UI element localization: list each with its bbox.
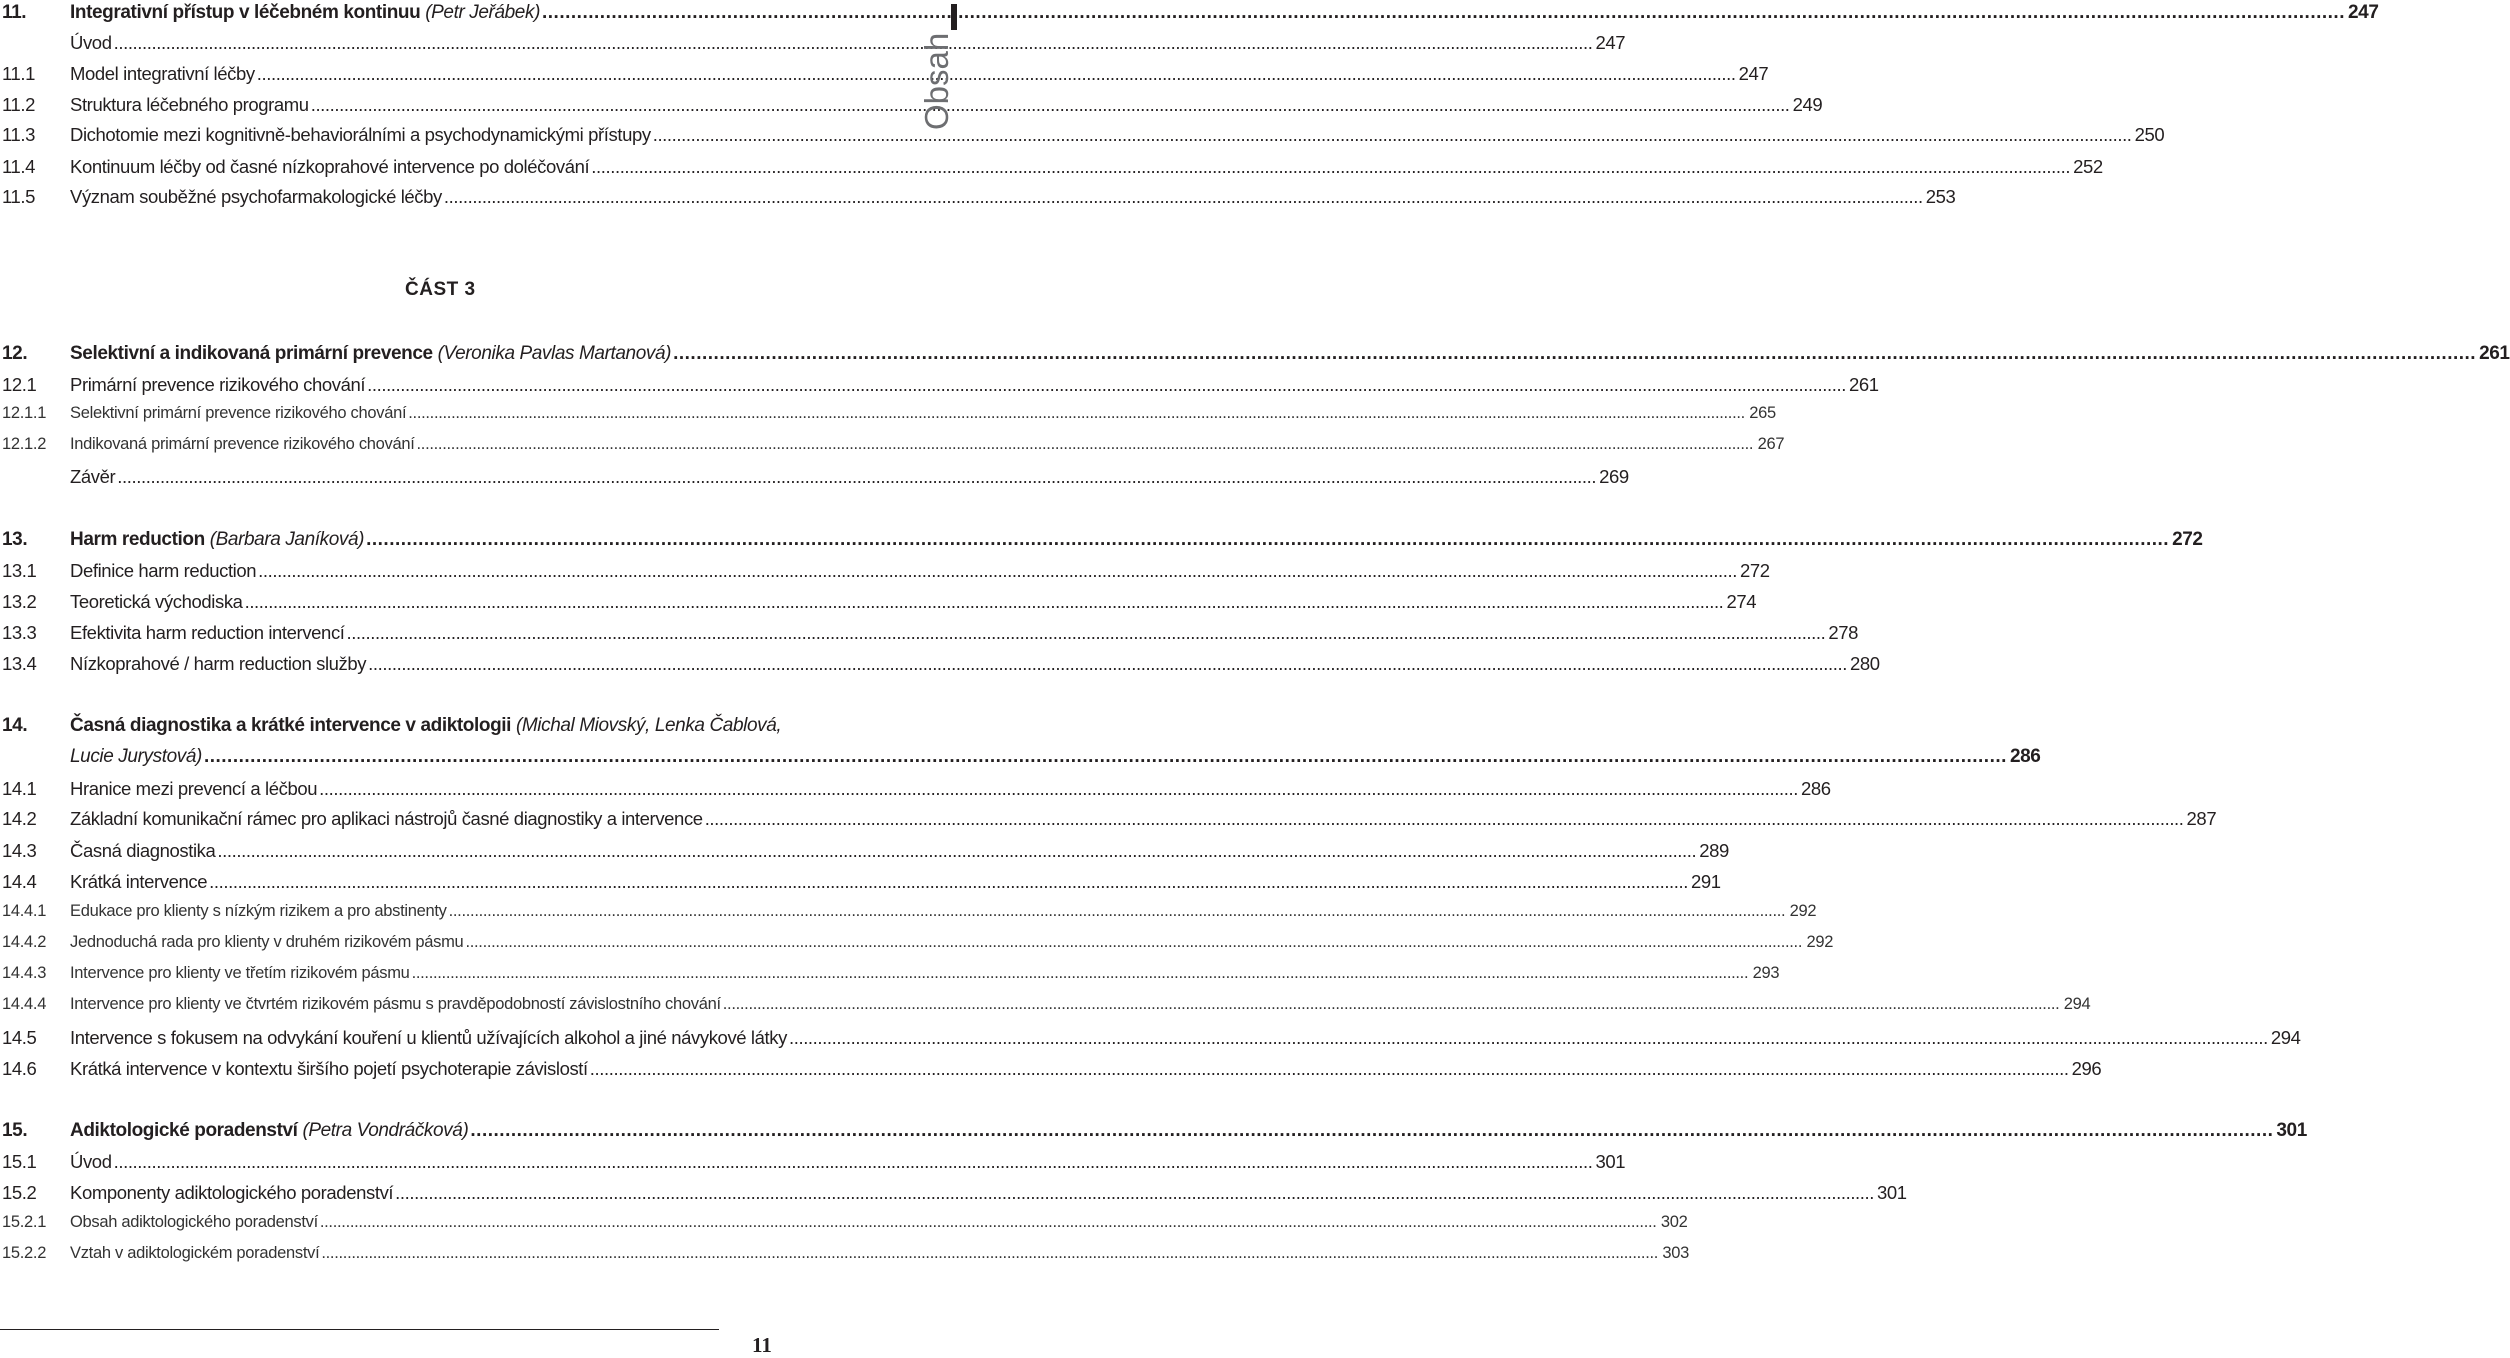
toc-entry-title: Definice harm reduction [70,560,257,581]
toc-leader-dots [590,1058,2069,1080]
toc-entry-author: (Barbara Janíková) [209,529,365,550]
toc-leader-dots [117,466,1596,488]
toc-entry-line [70,871,1721,893]
toc-entry[interactable] [0,1182,1907,1208]
toc-entry-line [70,1151,1626,1173]
toc-entry-line [70,529,2203,551]
toc-entry-title-wrap [70,343,671,365]
toc-entry-title: Primární prevence rizikového chování [70,374,366,395]
toc-entry-title-wrap [70,466,115,488]
toc-entry-page: 302 [1660,1213,1688,1231]
toc-entry[interactable] [0,653,1880,679]
toc-entry-title-wrap [70,871,207,893]
toc-entry-page: 286 [1801,778,1831,799]
toc-entry-page: 247 [2348,2,2379,23]
toc-entry[interactable] [0,1120,2307,1146]
toc-entry-title: Úvod [70,1151,112,1172]
footer-rule [0,1329,719,1330]
toc-entry-number: 14.4.4 [2,995,47,1013]
toc-entry[interactable] [0,466,1629,492]
toc-entry-page: 267 [1757,435,1785,453]
toc-entry-page: 253 [1925,186,1956,207]
toc-entry-line [70,1027,2301,1049]
toc-entry-title-wrap [70,778,317,800]
toc-entry-title: Základní komunikační rámec pro aplikaci nástrojů časné diagnostiky a intervence [70,808,703,829]
toc-entry-page: 247 [1595,32,1626,53]
toc-entry-number: 15.1 [2,1151,37,1172]
toc-leader-dots [114,32,1593,54]
toc-entry-title-wrap [70,840,215,862]
toc-entry-number: 14.5 [2,1027,37,1048]
toc-entry-title-wrap [70,1058,588,1080]
part-title: ČÁST 3 [405,279,476,300]
toc-entry-title: Intervence s fokusem na odvykání kouření u klientů užívajících alkohol a jiné návykové látky [70,1027,787,1048]
toc-entry-title-wrap [70,1027,787,1049]
toc-entry-page: 272 [1740,560,1770,581]
toc-entry[interactable] [0,343,2510,369]
toc-entry-number: 12.1 [2,374,37,395]
toc-entry-title: Efektivita harm reduction intervencí [70,622,345,643]
toc-entry-page: 261 [1848,374,1879,395]
toc-entry[interactable] [0,840,1729,866]
page-number: 11 [752,1333,772,1357]
toc-entry-title: Intervence pro klienty ve třetím rizikovém pásmu [70,964,410,982]
toc-entry-page: 247 [1738,63,1769,84]
toc-entry-line [70,374,1879,396]
toc-entry[interactable] [0,591,1757,617]
toc-leader-dots [673,343,2476,365]
toc-entry-page: 269 [1599,466,1629,487]
toc-entry-title-wrap [70,1151,112,1173]
toc-entry-number: 11.2 [2,94,36,115]
toc-entry-page: 274 [1726,591,1757,612]
toc-entry-title: Intervence pro klienty ve čtvrtém rizikovém pásmu s pravděpodobností závislostního chování [70,995,721,1013]
toc-entry-title-wrap [70,902,447,921]
toc-leader-dots [408,404,1745,423]
toc-entry-title: Obsah adiktologického poradenství [70,1213,318,1231]
toc-entry-page: 287 [2186,808,2217,829]
toc-entry[interactable] [0,902,1817,928]
toc-entry-number: 13.3 [2,622,37,643]
toc-entry-line [70,622,1859,644]
toc-entry-page: 250 [2134,124,2165,145]
toc-entry[interactable] [0,746,2041,772]
toc-entry[interactable] [0,124,2165,150]
toc-entry-title: Kontinuum léčby od časné nízkoprahové intervence po doléčování [70,156,590,177]
toc-entry-line [70,2,2379,24]
toc-entry-title: Harm reduction [70,529,205,550]
toc-leader-dots [705,808,2184,830]
toc-entry-number: 14.6 [2,1058,37,1079]
toc-entry-page: 249 [1792,94,1823,115]
toc-entry-title: Komponenty adiktologického poradenství [70,1182,394,1203]
toc-entry-number: 14.4 [2,871,37,892]
toc-entry-title-wrap [70,746,202,768]
toc-entry-title-wrap [70,374,365,396]
toc-entry-title-wrap [70,808,703,830]
toc-leader-dots [417,435,1754,454]
toc-entry-number: 12.1.1 [2,404,47,422]
toc-leader-dots [542,2,2345,24]
toc-entry-line [70,964,1780,983]
toc-entry-title-wrap [70,63,255,85]
toc-entry-number: 14.4.2 [2,933,47,951]
toc-leader-dots [245,591,1724,613]
toc-entry-number: 14.1 [2,778,37,799]
toc-entry[interactable] [0,32,1626,58]
toc-leader-dots [653,124,2132,146]
toc-entry[interactable] [0,156,2103,182]
toc-entry-title: Časná diagnostika [70,840,216,861]
toc-entry-title: Indikovaná primární prevence rizikového chování [70,435,415,453]
toc-entry-title-wrap [70,404,406,423]
toc-entry-line [70,435,1785,454]
toc-entry-line [70,933,1834,952]
toc-entry-author: (Petr Jeřábek) [425,2,540,23]
toc-entry-title-wrap [70,529,364,551]
toc-entry-title: Integrativní přístup v léčebném kontinuu [70,2,421,23]
toc-entry-page: 296 [2071,1058,2102,1079]
toc-entry-title: Jednoduchá rada pro klienty v druhém rizikovém pásmu [70,933,464,951]
toc-entry-line [70,715,864,737]
toc-entry-page: 278 [1828,622,1859,643]
toc-entry-line [70,63,1769,85]
toc-entry-number: 11. [2,2,27,23]
toc-leader-dots [444,186,1923,208]
toc-entry-title-wrap [70,1244,319,1263]
toc-leader-dots [204,746,2007,768]
toc-entry-line [70,1213,1688,1232]
toc-entry-title: Edukace pro klienty s nízkým rizikem a pro abstinenty [70,902,447,920]
toc-leader-dots [258,560,1737,582]
toc-entry-number: 13.2 [2,591,37,612]
toc-entry-title-wrap [70,933,463,952]
toc-entry-number: 11.1 [2,63,36,84]
toc-entry-title: Selektivní a indikovaná primární prevence [70,343,433,364]
toc-leader-dots [367,374,1846,396]
toc-entry-number: 14.3 [2,840,37,861]
toc-entry-line [70,653,1880,675]
toc-entry[interactable] [0,778,1831,804]
toc-entry-title-wrap [70,156,589,178]
toc-entry-number: 13. [2,529,28,550]
toc-entry-line [70,94,1823,116]
toc-entry-number: 14.2 [2,808,37,829]
toc-entry-number: 15.2.2 [2,1244,47,1262]
toc-leader-dots [465,933,1802,952]
toc-entry-number: 12.1.2 [2,435,47,453]
toc-entry-title-wrap [70,1182,393,1204]
toc-leader-dots [591,156,2070,178]
toc-entry-title: Dichotomie mezi kognitivně-behaviorálními a psychodynamickými přístupy [70,124,651,145]
toc-entry-page: 293 [1752,964,1780,982]
toc-entry-line [70,1244,1690,1263]
toc-entry-number: 14.4.1 [2,902,47,920]
toc-leader-dots [470,1120,2273,1142]
toc-entry-page: 301 [1877,1182,1907,1203]
toc-entry-number: 14.4.3 [2,964,47,982]
toc-entry-page: 292 [1789,902,1817,920]
toc-entry-page: 280 [1850,653,1880,674]
toc-entry-line [70,746,2041,768]
toc-entry-number: 15.2.1 [2,1213,47,1231]
toc-entry-number: 12. [2,343,28,364]
toc-leader-dots [319,778,1798,800]
toc-entry-number: 13.1 [2,560,37,581]
toc-leader-dots [320,1213,1657,1232]
toc-entry-line [70,808,2217,830]
toc-entry-author: (Petra Vondráčková) [302,1120,469,1141]
toc-entry[interactable] [0,63,1769,89]
toc-entry-title-wrap [70,653,366,675]
toc-entry-page: 261 [2479,343,2510,364]
toc-entry-author: (Veronika Pavlas Martanová) [437,343,672,364]
toc-leader-dots [257,63,1736,85]
toc-entry[interactable] [0,404,1776,430]
toc-entry-title: Selektivní primární prevence rizikového chování [70,404,407,422]
toc-entry-number: 15. [2,1120,28,1141]
toc-entry-number: 11.5 [2,186,36,207]
toc-entry[interactable] [0,808,2217,834]
toc-entry-title-wrap [70,186,442,208]
toc-entry-title: Teoretická východiska [70,591,243,612]
toc-entry-title-wrap [70,591,243,613]
toc-leader-dots [366,529,2169,551]
toc-entry-title: Hranice mezi prevencí a léčbou [70,778,318,799]
toc-entry-page: 291 [1691,871,1721,892]
toc-entry[interactable] [0,435,1785,461]
toc-entry-title-wrap [70,94,309,116]
toc-entry-title: Vztah v adiktologickém poradenství [70,1244,320,1262]
toc-entry-line [70,778,1831,800]
toc-entry[interactable] [0,1058,2102,1084]
toc-entry[interactable] [0,1244,1690,1270]
toc-leader-dots [368,653,1847,675]
toc-entry-line [70,466,1629,488]
toc-entry-line [70,156,2103,178]
toc-entry-title: Úvod [70,32,112,53]
toc-leader-dots [412,964,1749,983]
toc-entry-line [70,995,2091,1014]
toc-leader-dots [114,1151,1593,1173]
toc-entry-title: Význam souběžné psychofarmakologické léčby [70,186,442,207]
toc-entry-page: 265 [1749,404,1776,422]
toc-entry-title: Struktura léčebného programu [70,94,309,115]
toc-entry-author: (Michal Miovský, Lenka Čablová, [515,715,782,736]
toc-entry-title-wrap [70,1213,318,1232]
toc-entry-line [70,186,1956,208]
toc-entry-line [70,591,1757,613]
toc-leader-dots [209,871,1688,893]
toc-entry[interactable] [0,1213,1688,1239]
toc-leader-dots [395,1182,1874,1204]
toc-entry-title: Model integrativní léčby [70,63,255,84]
toc-entry-number: 11.4 [2,156,36,177]
toc-entry-line [70,124,2165,146]
toc-entry[interactable] [0,560,1770,586]
toc-entry-line [70,1182,1907,1204]
toc-entry-title-wrap [70,1120,468,1142]
toc-entry-author: Lucie Jurystová) [70,746,202,767]
toc-leader-dots [347,622,1826,644]
toc-entry-title-wrap [70,124,651,146]
toc-entry-number: 14. [2,715,28,736]
toc-entry-page: 301 [2276,1120,2307,1141]
toc-entry-line [70,32,1626,54]
toc-leader-dots [321,1244,1658,1263]
toc-entry-page: 272 [2172,529,2203,550]
toc-leader-dots [723,995,2060,1014]
toc-entry-title-wrap [70,622,345,644]
toc-entry-line [70,560,1770,582]
toc-entry-page: 252 [2073,156,2103,177]
toc-entry-line [70,404,1776,423]
toc-entry-title-wrap [70,2,540,24]
toc-entry-page: 294 [2063,995,2091,1013]
toc-entry[interactable] [0,1027,2301,1053]
toc-entry-title: Časná diagnostika a krátké intervence v adiktologii [70,715,512,736]
toc-entry-title: Krátká intervence [70,871,208,892]
toc-entry[interactable] [0,529,2203,555]
toc-entry-title: Závěr [70,466,116,487]
toc-entry-page: 292 [1806,933,1834,951]
toc-entry[interactable] [0,186,1956,212]
toc-entry-page: 303 [1662,1244,1690,1262]
toc-entry[interactable] [0,1151,1626,1177]
toc-entry-page: 294 [2270,1027,2301,1048]
toc-entry-title: Nízkoprahové / harm reduction služby [70,653,367,674]
toc-leader-dots [789,1027,2268,1049]
toc-entry-line [70,840,1729,862]
toc-entry-number: 15.2 [2,1182,37,1203]
toc-entry-title-wrap [70,995,721,1014]
toc-entry-number: 11.3 [2,124,36,145]
toc-entry[interactable] [0,374,1879,400]
toc-entry[interactable] [0,933,1834,959]
toc-entry-number: 13.4 [2,653,37,674]
toc-entry[interactable] [0,871,1721,897]
toc-entry-page: 286 [2009,746,2041,767]
toc-entry-page: 289 [1699,840,1729,861]
toc-entry-line [70,343,2510,365]
toc-entry-line [70,1058,2102,1080]
toc-entry-line [70,1120,2307,1142]
toc-entry-line [70,902,1817,921]
toc-leader-dots [311,94,1790,116]
toc-entry-title-wrap [70,32,112,54]
toc-entry-title-wrap [70,715,781,737]
toc-leader-dots [217,840,1696,862]
toc-leader-dots [449,902,1786,921]
toc-entry-title-wrap [70,964,410,983]
toc-entry-title: Krátká intervence v kontextu širšího pojetí psychoterapie závislostí [70,1058,588,1079]
toc-entry[interactable] [0,622,1859,648]
toc-entry[interactable] [0,2,2379,28]
side-bar-marker [951,4,957,30]
toc-entry[interactable] [0,995,2091,1021]
toc-entry[interactable] [0,715,864,741]
toc-entry-title-wrap [70,560,256,582]
toc-entry[interactable] [0,964,1780,990]
toc-entry-page: 301 [1595,1151,1626,1172]
toc-entry-title: Adiktologické poradenství [70,1120,298,1141]
toc-entry[interactable] [0,94,1823,120]
toc-entry-title-wrap [70,435,415,454]
section-side-label: Obsah [918,32,955,130]
